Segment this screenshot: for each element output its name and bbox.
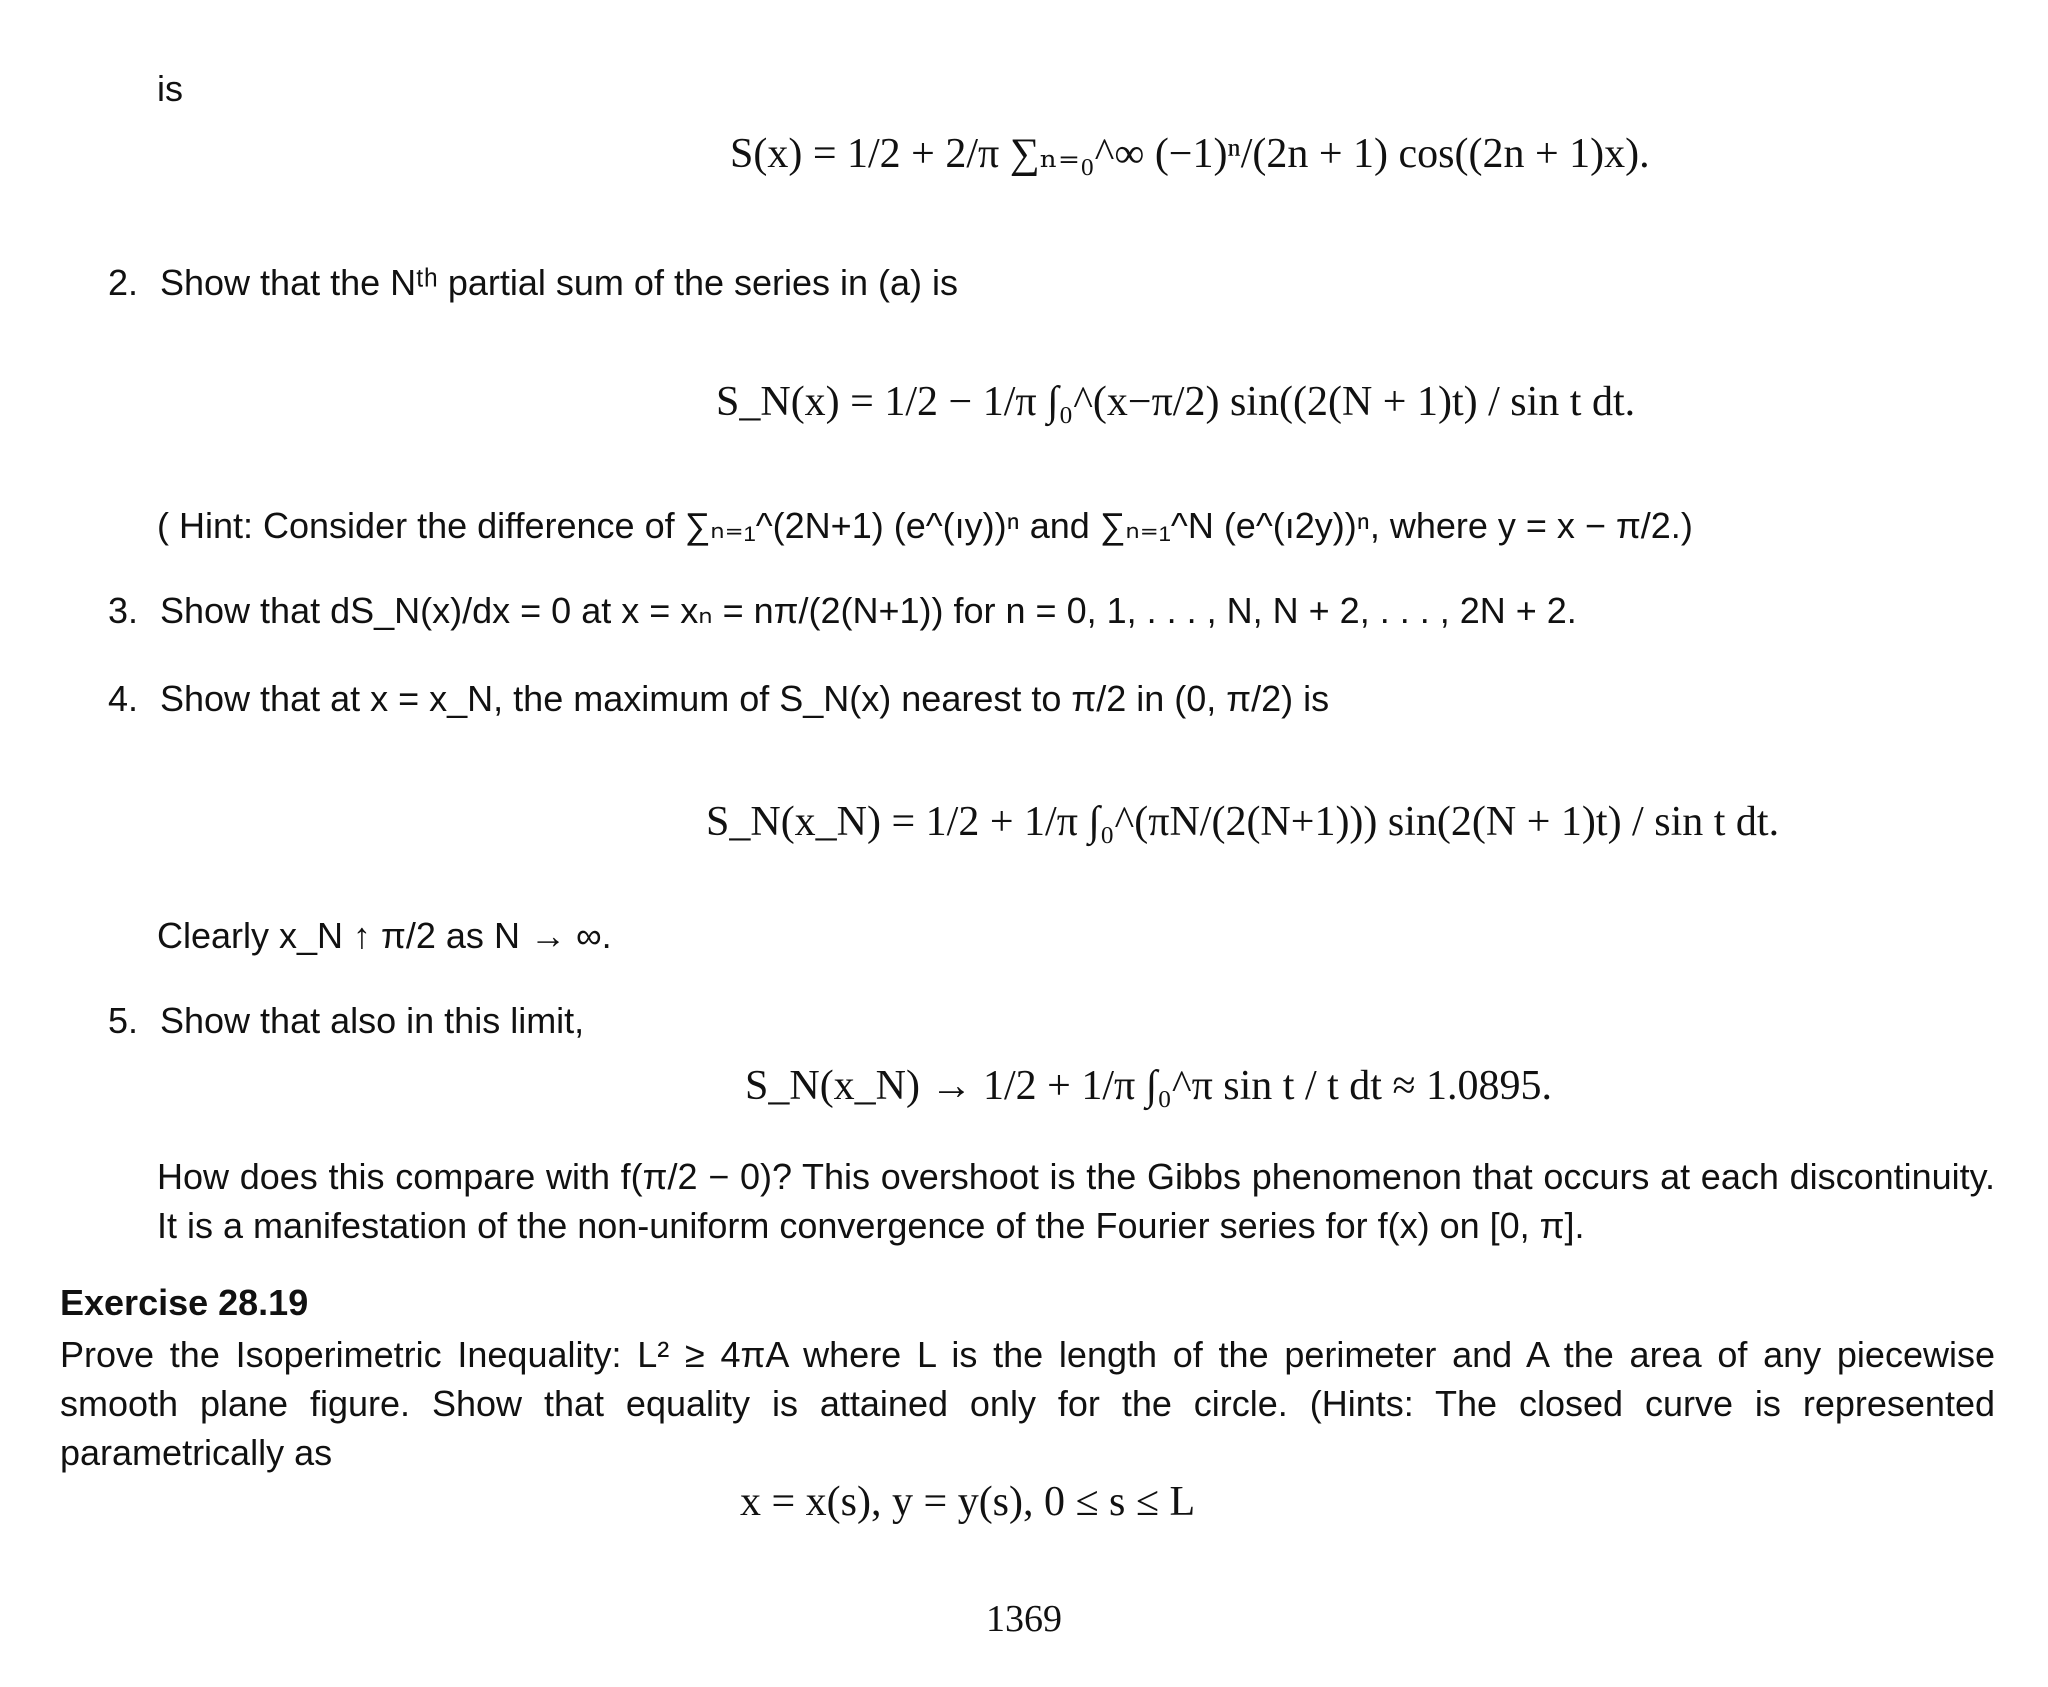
intro-word: is [157, 68, 183, 109]
item-5-number: 5. [108, 1000, 139, 1041]
equation-sn: S_N(x) = 1/2 − 1/π ∫₀^(x−π/2) sin((2(N + 1)t) / sin t dt. [716, 379, 1636, 425]
parametric-equation: x = x(s), y = y(s), 0 ≤ s ≤ L [740, 1479, 1196, 1525]
item-2-number: 2. [108, 262, 139, 303]
item-3-number: 3. [108, 590, 139, 631]
item-3-text: Show that dS_N(x)/dx = 0 at x = xₙ = nπ/(2(N+1)) for n = 0, 1, . . . , N, N + 2, . . . , 2N + 2. [160, 590, 1577, 631]
equation-sn-xn: S_N(x_N) = 1/2 + 1/π ∫₀^(πN/(2(N+1))) sin(2(N + 1)t) / sin t dt. [706, 799, 1780, 845]
item-5-text: Show that also in this limit, [160, 1000, 585, 1041]
limit-remark: Clearly x_N ↑ π/2 as N → ∞. [157, 915, 612, 956]
equation-limit: S_N(x_N) → 1/2 + 1/π ∫₀^π sin t / t dt ≈ 1.0895. [745, 1063, 1553, 1109]
gibbs-paragraph: How does this compare with f(π/2 − 0)? This overshoot is the Gibbs phenomenon that occurs at each discontinuity. It is a manifestation of the non-uniform convergence of the Fourier series for f(x) on [0, π]. [157, 1156, 1995, 1246]
exercise-heading: Exercise 28.19 [60, 1282, 309, 1323]
item-4-number: 4. [108, 678, 139, 719]
page-number: 1369 [986, 1598, 1062, 1640]
hint-text: ( Hint: Consider the difference of ∑ₙ₌₁^(2N+1) (e^(ıy))ⁿ and ∑ₙ₌₁^N (e^(ı2y))ⁿ, where y = x − π/2.) [157, 505, 1693, 546]
item-2-text: Show that the Nᵗʰ partial sum of the series in (a) is [160, 262, 959, 303]
exercise-body: Prove the Isoperimetric Inequality: L² ≥ 4πA where L is the length of the perimeter and A the area of any piecewise smooth plane figure. Show that equality is attained only for the circle. (Hints: The closed curve is represented parametrically as [60, 1334, 1995, 1473]
equation-s: S(x) = 1/2 + 2/π ∑ₙ₌₀^∞ (−1)ⁿ/(2n + 1) cos((2n + 1)x). [730, 131, 1650, 177]
item-4-text: Show that at x = x_N, the maximum of S_N(x) nearest to π/2 in (0, π/2) is [160, 678, 1330, 719]
